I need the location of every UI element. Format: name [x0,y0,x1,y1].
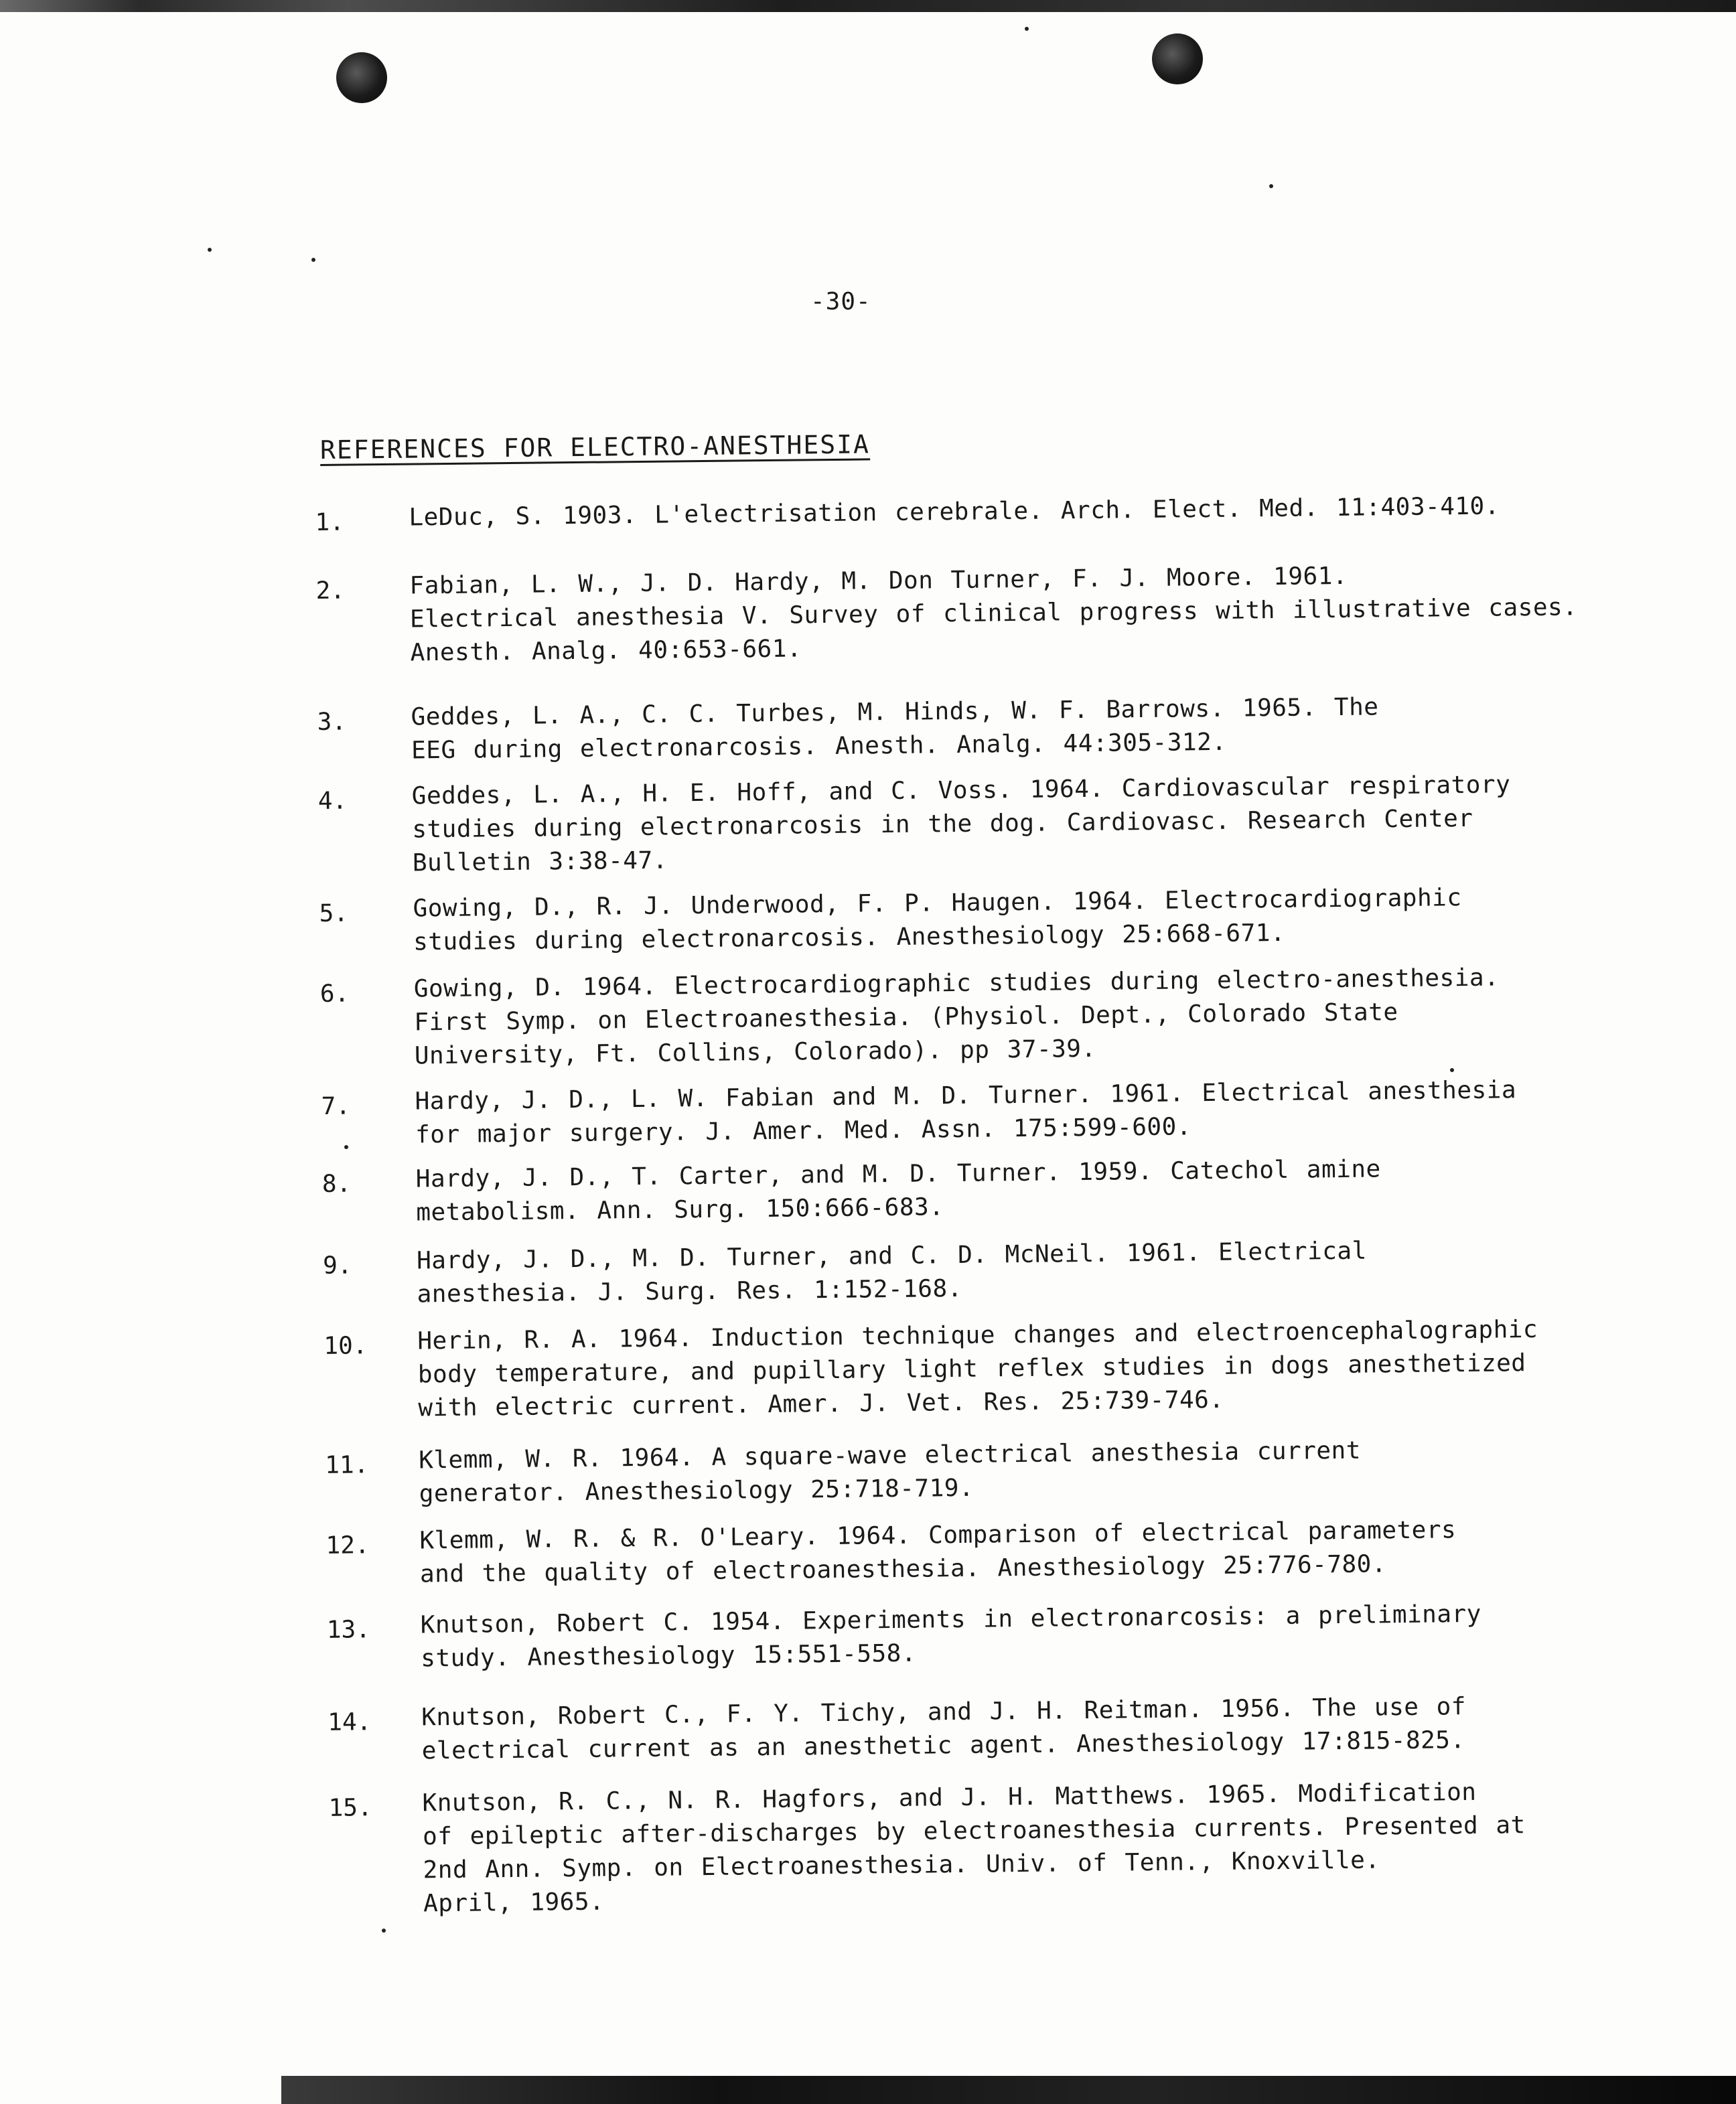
reference-text: Knutson, R. C., N. R. Hagfors, and J. H. Matthews. 1965. Modification of epileptic after-discharges by electroanesthesia currents. Presented at 2nd Ann. Symp. on Electroanesthesia. Univ. of Tenn., Knoxville. April, 1965. [422,1778,1526,1918]
reference-item [315,557,1589,671]
reference-number: 5. [319,899,349,927]
reference-item [315,489,1587,540]
reference-number: 12. [326,1531,370,1560]
scan-speck [311,258,315,262]
reference-text: Klemm, W. R. & R. O'Leary. 1964. Comparison of electrical parameters and the quality of electroanesthesia. Anesthesiology 25:776-780. [419,1516,1457,1588]
reference-number: 11. [325,1451,369,1479]
reference-number: 4. [317,787,348,815]
reference-number: 13. [326,1616,371,1644]
reference-text: Gowing, D. 1964. Electrocardiographic studies during electro-anesthesia. First Symp. on Electroanesthesia. (Physiol. Dept., Colorado State University, Ft. Collins, Colorado). pp 37-39. [413,964,1500,1070]
reference-text: Klemm, W. R. 1964. A square-wave electrical anesthesia current generator. Anesthesiology 25:718-719. [418,1436,1362,1508]
reference-text: Hardy, J. D., M. D. Turner, and C. D. McNeil. 1961. Electrical anesthesia. J. Surg. Res. 1:152-168. [416,1237,1368,1308]
reference-item [326,1512,1599,1592]
reference-text: Hardy, J. D., L. W. Fabian and M. D. Turner. 1961. Electrical anesthesia for major surgery. J. Amer. Med. Assn. 175:599-600. [415,1076,1517,1149]
reference-number: 15. [328,1794,372,1822]
reference-text: Geddes, L. A., H. E. Hoff, and C. Voss. 1964. Cardiovascular respiratory studies during electronarcosis in the dog. Cardiovasc. Research Center Bulletin 3:38-47. [411,771,1511,877]
reference-text: LeDuc, S. 1903. L'electrisation cerebrale. Arch. Elect. Med. 11:403-410. [409,492,1500,532]
punch-hole-right [1152,33,1203,84]
page-number: -30- [810,288,871,315]
reference-text: Knutson, Robert C., F. Y. Tichy, and J. H. Reitman. 1956. The use of electrical current as an anesthetic agent. Anesthesiology 17:815-825. [421,1693,1467,1765]
reference-item [325,1432,1598,1512]
scan-speck [208,248,212,252]
reference-item [328,1689,1601,1769]
reference-item [318,767,1591,881]
scan-speck [382,1929,386,1933]
reference-text: Herin, R. A. 1964. Induction technique changes and electroencephalographic body temperature, and pupillary light reflex studies in dogs anesthetized with electric current. Amer. J. Vet. Res. 25:739-746. [417,1315,1538,1422]
reference-text: Gowing, D., R. J. Underwood, F. P. Haugen. 1964. Electrocardiographic studies during electronarcosis. Anesthesiology 25:668-671. [413,884,1462,956]
reference-item [320,960,1593,1074]
reference-number: 8. [321,1170,352,1198]
reference-number: 10. [323,1332,368,1360]
reference-text: Hardy, J. D., T. Carter, and M. D. Turner. 1959. Catechol amine metabolism. Ann. Surg. 150:666-683. [415,1155,1381,1227]
reference-item [317,688,1590,769]
reference-item [323,1232,1596,1312]
reference-text: Geddes, L. A., C. C. Turbes, M. Hinds, W. F. Barrows. 1965. The EEG during electronarcosis. Anesth. Analg. 44:305-312. [411,693,1379,765]
reference-number: 7. [321,1092,351,1120]
reference-number: 3. [317,708,347,736]
reference-list [315,475,1602,1922]
scan-top-border [0,0,1736,12]
reference-number: 9. [322,1252,352,1280]
reference-number: 14. [328,1708,372,1736]
reference-number: 1. [315,508,345,536]
reference-item [328,1775,1602,1922]
scan-speck [1269,184,1273,188]
reference-item [321,1073,1594,1153]
reference-item [327,1596,1600,1677]
reference-item [323,1312,1597,1426]
scan-bottom-border [281,2076,1736,2104]
reference-item [319,880,1592,960]
reference-text: Knutson, Robert C. 1954. Experiments in electronarcosis: a preliminary study. Anesthesiology 15:551-558. [420,1600,1482,1673]
reference-text: Fabian, L. W., J. D. Hardy, M. Don Turner, F. J. Moore. 1961. Electrical anesthesia V. Survey of clinical progress with illustrative cases. Anesth. Analg. 40:653-661. [409,562,1578,667]
scan-speck [1025,27,1029,31]
punch-hole-left [336,52,387,103]
reference-item [322,1150,1595,1231]
references-heading: REFERENCES FOR ELECTRO-ANESTHESIA [319,429,871,465]
reference-number: 6. [319,980,350,1008]
reference-number: 2. [315,577,346,605]
